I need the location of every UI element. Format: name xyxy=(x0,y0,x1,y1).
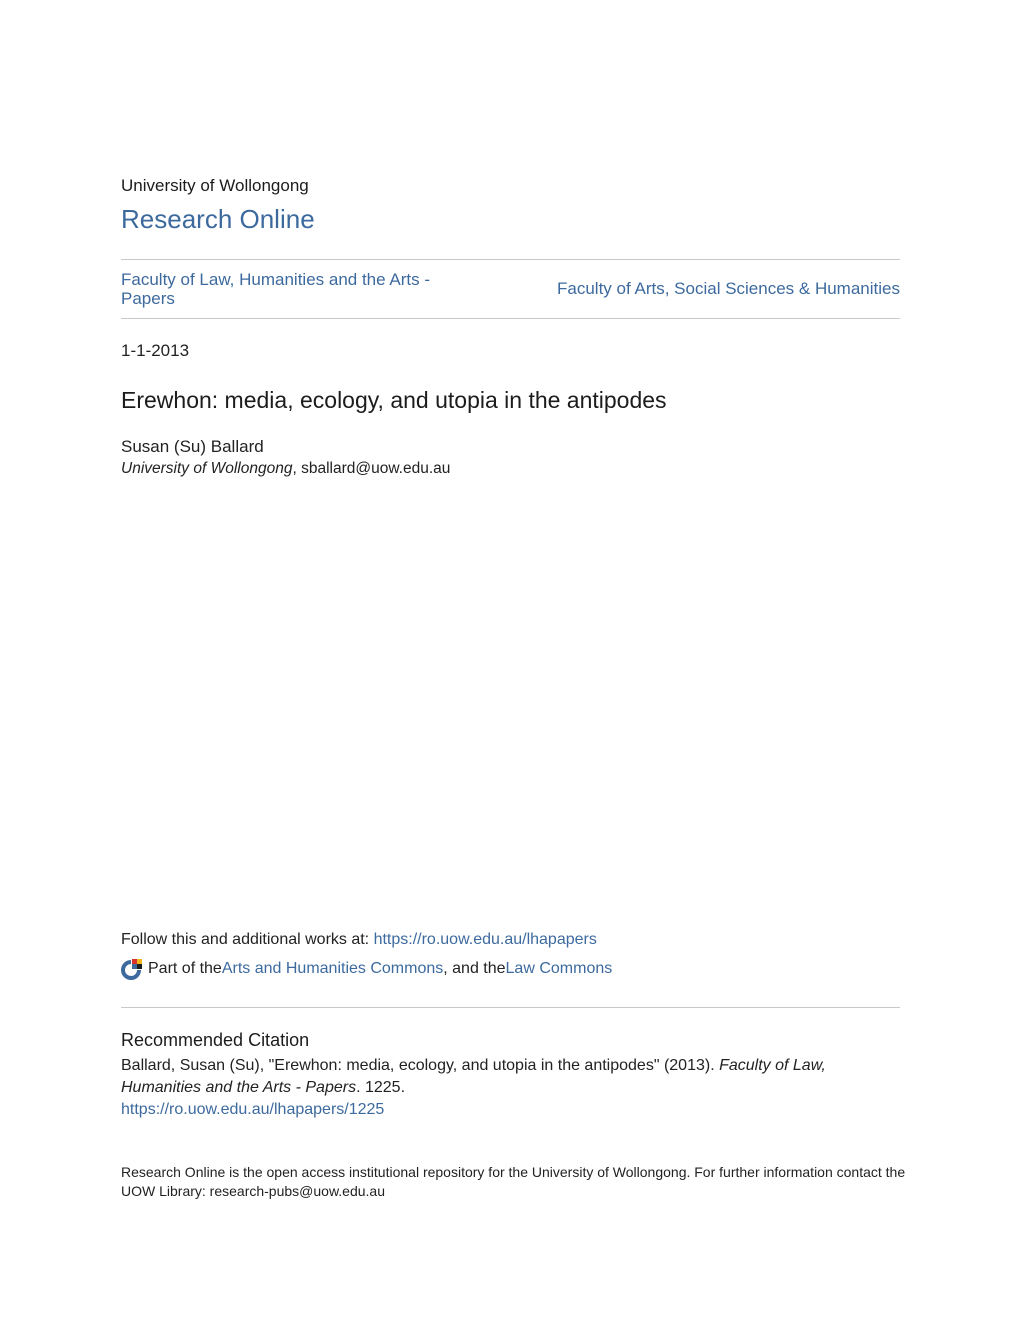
arts-humanities-commons-link[interactable]: Arts and Humanities Commons xyxy=(221,960,444,977)
footer-notice: Research Online is the open access institutional repository for the University of Wollongong. For further information contact the UOW Library: research-pubs@uow.edu.au xyxy=(121,1164,906,1199)
author-affiliation: University of Wollongong xyxy=(121,460,293,477)
publication-date: 1-1-2013 xyxy=(121,341,190,360)
bepress-commons-icon xyxy=(121,958,143,980)
follow-prefix: Follow this and additional works at: xyxy=(121,931,374,948)
citation-url-link[interactable]: https://ro.uow.edu.au/lhapapers/1225 xyxy=(121,1101,385,1118)
collection-link-papers[interactable]: Faculty of Law, Humanities and the Arts - Papers xyxy=(121,270,430,308)
institution-name: University of Wollongong xyxy=(121,176,309,195)
paper-title: Erewhon: media, ecology, and utopia in the antipodes xyxy=(121,387,667,413)
citation-journal: Faculty of Law, Humanities and the Arts - Papers xyxy=(121,1057,826,1096)
divider xyxy=(121,1007,900,1008)
citation-heading: Recommended Citation xyxy=(121,1030,310,1050)
law-commons-link[interactable]: Law Commons xyxy=(505,960,613,977)
citation-suffix: . 1225. xyxy=(356,1079,406,1096)
author-name: Susan (Su) Ballard xyxy=(121,437,264,456)
follow-line xyxy=(121,931,597,949)
author-affiliation-line xyxy=(121,460,450,478)
divider xyxy=(121,318,900,319)
affiliation-separator: , xyxy=(292,460,302,477)
part-of-prefix: Part of the xyxy=(148,960,222,977)
follow-url-link[interactable]: https://ro.uow.edu.au/lhapapers xyxy=(373,931,597,948)
author-email: sballard@uow.edu.au xyxy=(301,460,451,477)
repository-link[interactable]: Research Online xyxy=(121,204,315,234)
part-of-line xyxy=(121,958,612,980)
part-of-middle: , and the xyxy=(443,960,506,977)
citation-body xyxy=(121,1055,881,1121)
citation-text: Ballard, Susan (Su), "Erewhon: media, ecology, and utopia in the antipodes" (2013). xyxy=(121,1057,720,1074)
collection-link-faculty[interactable]: Faculty of Arts, Social Sciences & Humanities xyxy=(557,279,900,298)
divider xyxy=(121,259,900,260)
